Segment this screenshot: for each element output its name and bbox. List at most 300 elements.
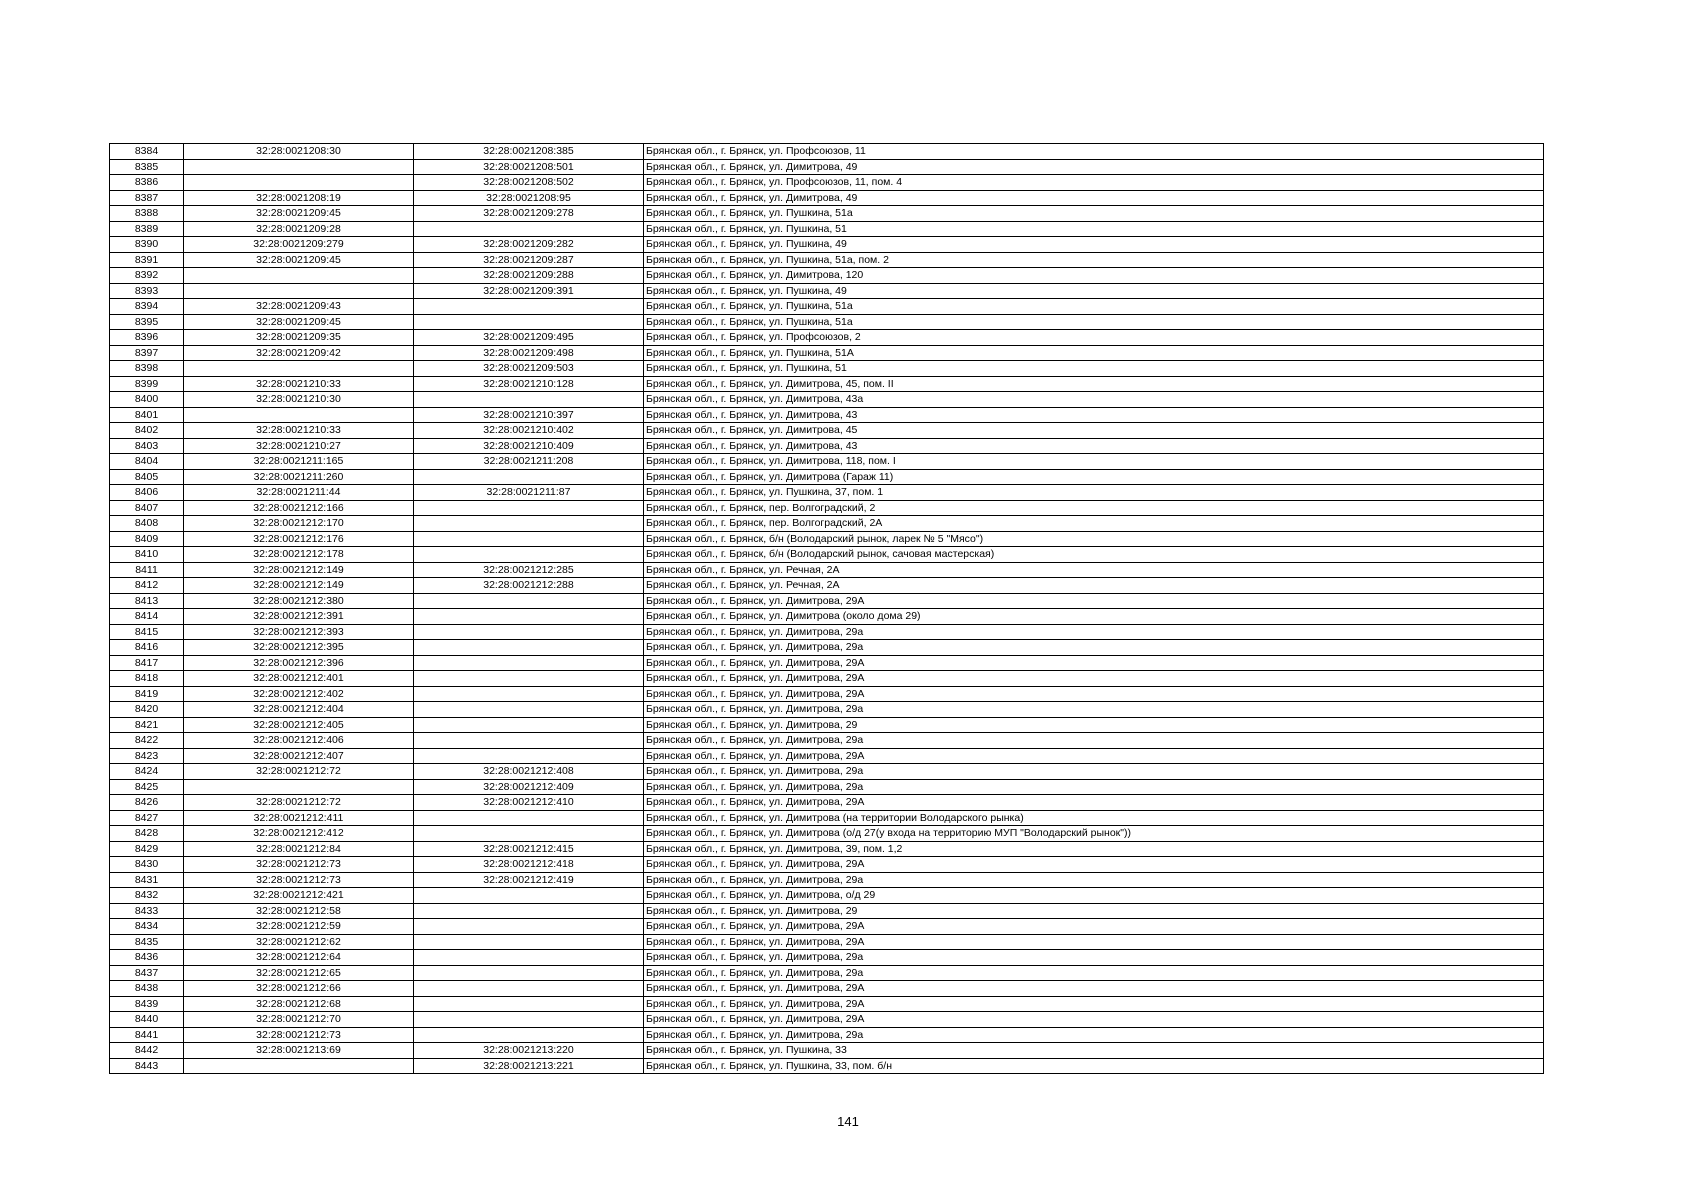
row-number-cell: 8395 (110, 314, 184, 330)
row-number-cell: 8435 (110, 934, 184, 950)
table-row (110, 330, 1544, 346)
row-number-cell: 8405 (110, 469, 184, 485)
cadastral-object-number-cell (414, 888, 644, 904)
cadastral-land-number-cell: 32:28:0021212:72 (184, 764, 414, 780)
cadastral-object-number-cell: 32:28:0021212:409 (414, 779, 644, 795)
cadastral-object-number-cell (414, 221, 644, 237)
address-cell: Брянская обл., г. Брянск, ул. Профсоюзов, 11 (644, 144, 1544, 160)
address-cell: Брянская обл., г. Брянск, ул. Димитрова, 29 (644, 717, 1544, 733)
address-cell: Брянская обл., г. Брянск, ул. Пушкина, 49 (644, 237, 1544, 253)
cadastral-object-number-cell: 32:28:0021211:208 (414, 454, 644, 470)
cadastral-land-number-cell (184, 361, 414, 377)
table-row (110, 702, 1544, 718)
cadastral-object-number-cell: 32:28:0021210:128 (414, 376, 644, 392)
cadastral-object-number-cell: 32:28:0021211:87 (414, 485, 644, 501)
address-cell: Брянская обл., г. Брянск, ул. Димитрова, 29а (644, 1027, 1544, 1043)
row-number-cell: 8439 (110, 996, 184, 1012)
address-cell: Брянская обл., г. Брянск, ул. Димитрова, 29А (644, 857, 1544, 873)
address-cell: Брянская обл., г. Брянск, ул. Пушкина, 51а, пом. 2 (644, 252, 1544, 268)
cadastral-land-number-cell: 32:28:0021209:35 (184, 330, 414, 346)
address-cell: Брянская обл., г. Брянск, пер. Волгоградский, 2 (644, 500, 1544, 516)
row-number-cell: 8401 (110, 407, 184, 423)
row-number-cell: 8420 (110, 702, 184, 718)
cadastral-object-number-cell: 32:28:0021208:501 (414, 159, 644, 175)
address-cell: Брянская обл., г. Брянск, ул. Димитрова, 29А (644, 686, 1544, 702)
address-cell: Брянская обл., г. Брянск, ул. Профсоюзов, 11, пом. 4 (644, 175, 1544, 191)
cadastral-object-number-cell (414, 531, 644, 547)
table-row (110, 345, 1544, 361)
address-cell: Брянская обл., г. Брянск, ул. Димитрова, 29А (644, 795, 1544, 811)
row-number-cell: 8397 (110, 345, 184, 361)
cadastral-land-number-cell: 32:28:0021212:62 (184, 934, 414, 950)
cadastral-land-number-cell: 32:28:0021212:149 (184, 562, 414, 578)
row-number-cell: 8415 (110, 624, 184, 640)
row-number-cell: 8411 (110, 562, 184, 578)
row-number-cell: 8434 (110, 919, 184, 935)
row-number-cell: 8384 (110, 144, 184, 160)
row-number-cell: 8389 (110, 221, 184, 237)
row-number-cell: 8393 (110, 283, 184, 299)
cadastral-land-number-cell: 32:28:0021212:70 (184, 1012, 414, 1028)
table-row (110, 516, 1544, 532)
row-number-cell: 8432 (110, 888, 184, 904)
table-row (110, 159, 1544, 175)
row-number-cell: 8385 (110, 159, 184, 175)
cadastral-land-number-cell: 32:28:0021212:402 (184, 686, 414, 702)
table-row (110, 981, 1544, 997)
cadastral-land-number-cell: 32:28:0021212:393 (184, 624, 414, 640)
table-row (110, 1027, 1544, 1043)
table-row (110, 407, 1544, 423)
cadastral-land-number-cell: 32:28:0021212:178 (184, 547, 414, 563)
address-cell: Брянская обл., г. Брянск, ул. Димитрова, 49 (644, 159, 1544, 175)
table-row (110, 144, 1544, 160)
row-number-cell: 8413 (110, 593, 184, 609)
table-row (110, 686, 1544, 702)
cadastral-object-number-cell: 32:28:0021209:287 (414, 252, 644, 268)
table-row (110, 810, 1544, 826)
row-number-cell: 8421 (110, 717, 184, 733)
cadastral-land-number-cell: 32:28:0021212:73 (184, 872, 414, 888)
row-number-cell: 8426 (110, 795, 184, 811)
address-cell: Брянская обл., г. Брянск, ул. Димитрова, 29А (644, 981, 1544, 997)
table-row (110, 469, 1544, 485)
row-number-cell: 8400 (110, 392, 184, 408)
cadastral-land-number-cell: 32:28:0021209:45 (184, 314, 414, 330)
cadastral-land-number-cell: 32:28:0021212:149 (184, 578, 414, 594)
table-row (110, 934, 1544, 950)
address-cell: Брянская обл., г. Брянск, ул. Димитрова, 29А (644, 996, 1544, 1012)
row-number-cell: 8392 (110, 268, 184, 284)
cadastral-land-number-cell: 32:28:0021212:65 (184, 965, 414, 981)
cadastral-land-number-cell: 32:28:0021211:165 (184, 454, 414, 470)
table-row (110, 826, 1544, 842)
cadastral-land-number-cell: 32:28:0021212:64 (184, 950, 414, 966)
cadastral-land-number-cell: 32:28:0021212:176 (184, 531, 414, 547)
address-cell: Брянская обл., г. Брянск, ул. Димитрова, 29а (644, 965, 1544, 981)
cadastral-object-number-cell (414, 516, 644, 532)
cadastral-object-number-cell: 32:28:0021208:95 (414, 190, 644, 206)
row-number-cell: 8390 (110, 237, 184, 253)
row-number-cell: 8429 (110, 841, 184, 857)
table-row (110, 578, 1544, 594)
page-number: 141 (837, 1114, 859, 1129)
row-number-cell: 8394 (110, 299, 184, 315)
row-number-cell: 8388 (110, 206, 184, 222)
cadastral-land-number-cell (184, 779, 414, 795)
table-row (110, 996, 1544, 1012)
table-row (110, 562, 1544, 578)
address-cell: Брянская обл., г. Брянск, ул. Димитрова, 45, пом. II (644, 376, 1544, 392)
row-number-cell: 8403 (110, 438, 184, 454)
cadastral-object-number-cell: 32:28:0021210:397 (414, 407, 644, 423)
row-number-cell: 8442 (110, 1043, 184, 1059)
row-number-cell: 8425 (110, 779, 184, 795)
address-cell: Брянская обл., г. Брянск, ул. Димитрова, 120 (644, 268, 1544, 284)
table-row (110, 609, 1544, 625)
cadastral-land-number-cell: 32:28:0021211:260 (184, 469, 414, 485)
table-row (110, 361, 1544, 377)
cadastral-land-number-cell: 32:28:0021212:404 (184, 702, 414, 718)
table-row (110, 252, 1544, 268)
cadastral-object-number-cell: 32:28:0021212:419 (414, 872, 644, 888)
table-row (110, 903, 1544, 919)
address-cell: Брянская обл., г. Брянск, пер. Волгоградский, 2А (644, 516, 1544, 532)
table-row (110, 624, 1544, 640)
table-row (110, 965, 1544, 981)
address-cell: Брянская обл., г. Брянск, ул. Димитрова, 29а (644, 872, 1544, 888)
row-number-cell: 8410 (110, 547, 184, 563)
address-cell: Брянская обл., г. Брянск, ул. Димитрова, 29а (644, 640, 1544, 656)
row-number-cell: 8408 (110, 516, 184, 532)
cadastral-land-number-cell: 32:28:0021213:69 (184, 1043, 414, 1059)
row-number-cell: 8399 (110, 376, 184, 392)
cadastral-object-number-cell: 32:28:0021213:221 (414, 1058, 644, 1074)
cadastral-land-number-cell: 32:28:0021212:412 (184, 826, 414, 842)
table-row (110, 733, 1544, 749)
table-row (110, 872, 1544, 888)
row-number-cell: 8412 (110, 578, 184, 594)
cadastral-object-number-cell: 32:28:0021212:418 (414, 857, 644, 873)
cadastral-land-number-cell: 32:28:0021212:395 (184, 640, 414, 656)
row-number-cell: 8409 (110, 531, 184, 547)
cadastral-land-number-cell: 32:28:0021210:30 (184, 392, 414, 408)
cadastral-object-number-cell: 32:28:0021212:408 (414, 764, 644, 780)
registry-table-body (110, 144, 1544, 1074)
cadastral-object-number-cell: 32:28:0021210:409 (414, 438, 644, 454)
address-cell: Брянская обл., г. Брянск, б/н (Володарский рынок, ларек № 5 "Мясо") (644, 531, 1544, 547)
table-row (110, 857, 1544, 873)
address-cell: Брянская обл., г. Брянск, ул. Димитрова (Гараж 11) (644, 469, 1544, 485)
cadastral-object-number-cell (414, 314, 644, 330)
cadastral-land-number-cell: 32:28:0021212:58 (184, 903, 414, 919)
address-cell: Брянская обл., г. Брянск, ул. Пушкина, 51 (644, 361, 1544, 377)
cadastral-object-number-cell (414, 640, 644, 656)
row-number-cell: 8427 (110, 810, 184, 826)
cadastral-land-number-cell: 32:28:0021209:279 (184, 237, 414, 253)
address-cell: Брянская обл., г. Брянск, ул. Димитрова, 118, пом. I (644, 454, 1544, 470)
cadastral-land-number-cell: 32:28:0021212:66 (184, 981, 414, 997)
table-row (110, 376, 1544, 392)
table-row (110, 500, 1544, 516)
cadastral-land-number-cell: 32:28:0021212:72 (184, 795, 414, 811)
row-number-cell: 8416 (110, 640, 184, 656)
cadastral-land-number-cell: 32:28:0021212:380 (184, 593, 414, 609)
cadastral-object-number-cell: 32:28:0021209:495 (414, 330, 644, 346)
cadastral-object-number-cell (414, 624, 644, 640)
cadastral-object-number-cell (414, 919, 644, 935)
cadastral-land-number-cell: 32:28:0021212:407 (184, 748, 414, 764)
address-cell: Брянская обл., г. Брянск, ул. Пушкина, 51а (644, 206, 1544, 222)
row-number-cell: 8437 (110, 965, 184, 981)
table-row (110, 764, 1544, 780)
cadastral-land-number-cell: 32:28:0021212:73 (184, 857, 414, 873)
address-cell: Брянская обл., г. Брянск, ул. Димитрова, 29А (644, 671, 1544, 687)
cadastral-land-number-cell (184, 175, 414, 191)
address-cell: Брянская обл., г. Брянск, б/н (Володарский рынок, сачовая мастерская) (644, 547, 1544, 563)
cadastral-object-number-cell (414, 609, 644, 625)
address-cell: Брянская обл., г. Брянск, ул. Пушкина, 33, пом. б/н (644, 1058, 1544, 1074)
cadastral-land-number-cell: 32:28:0021209:42 (184, 345, 414, 361)
cadastral-land-number-cell: 32:28:0021210:33 (184, 423, 414, 439)
cadastral-object-number-cell (414, 655, 644, 671)
cadastral-land-number-cell: 32:28:0021208:19 (184, 190, 414, 206)
cadastral-land-number-cell: 32:28:0021212:170 (184, 516, 414, 532)
row-number-cell: 8433 (110, 903, 184, 919)
cadastral-object-number-cell (414, 500, 644, 516)
cadastral-object-number-cell: 32:28:0021209:278 (414, 206, 644, 222)
table-row (110, 221, 1544, 237)
address-cell: Брянская обл., г. Брянск, ул. Димитрова, 29а (644, 779, 1544, 795)
cadastral-land-number-cell: 32:28:0021212:84 (184, 841, 414, 857)
cadastral-land-number-cell: 32:28:0021212:391 (184, 609, 414, 625)
row-number-cell: 8431 (110, 872, 184, 888)
table-row (110, 1058, 1544, 1074)
row-number-cell: 8391 (110, 252, 184, 268)
cadastral-land-number-cell (184, 407, 414, 423)
row-number-cell: 8414 (110, 609, 184, 625)
row-number-cell: 8441 (110, 1027, 184, 1043)
cadastral-object-number-cell: 32:28:0021210:402 (414, 423, 644, 439)
address-cell: Брянская обл., г. Брянск, ул. Речная, 2А (644, 578, 1544, 594)
row-number-cell: 8438 (110, 981, 184, 997)
table-row (110, 888, 1544, 904)
row-number-cell: 8404 (110, 454, 184, 470)
address-cell: Брянская обл., г. Брянск, ул. Димитрова, 29а (644, 702, 1544, 718)
cadastral-land-number-cell: 32:28:0021210:33 (184, 376, 414, 392)
row-number-cell: 8402 (110, 423, 184, 439)
cadastral-object-number-cell (414, 934, 644, 950)
row-number-cell: 8443 (110, 1058, 184, 1074)
row-number-cell: 8417 (110, 655, 184, 671)
row-number-cell: 8440 (110, 1012, 184, 1028)
cadastral-object-number-cell: 32:28:0021212:415 (414, 841, 644, 857)
row-number-cell: 8396 (110, 330, 184, 346)
cadastral-object-number-cell (414, 733, 644, 749)
cadastral-object-number-cell: 32:28:0021209:391 (414, 283, 644, 299)
cadastral-object-number-cell (414, 1012, 644, 1028)
registry-table (109, 143, 1544, 1074)
cadastral-land-number-cell: 32:28:0021212:73 (184, 1027, 414, 1043)
table-row (110, 454, 1544, 470)
cadastral-land-number-cell: 32:28:0021212:396 (184, 655, 414, 671)
address-cell: Брянская обл., г. Брянск, ул. Пушкина, 51а (644, 314, 1544, 330)
table-row (110, 779, 1544, 795)
address-cell: Брянская обл., г. Брянск, ул. Пушкина, 51 (644, 221, 1544, 237)
cadastral-object-number-cell: 32:28:0021213:220 (414, 1043, 644, 1059)
table-row (110, 531, 1544, 547)
table-row (110, 237, 1544, 253)
cadastral-object-number-cell (414, 748, 644, 764)
table-row (110, 438, 1544, 454)
cadastral-object-number-cell: 32:28:0021209:503 (414, 361, 644, 377)
address-cell: Брянская обл., г. Брянск, ул. Димитрова, 29А (644, 593, 1544, 609)
cadastral-land-number-cell: 32:28:0021212:421 (184, 888, 414, 904)
row-number-cell: 8422 (110, 733, 184, 749)
table-row (110, 175, 1544, 191)
cadastral-land-number-cell: 32:28:0021212:405 (184, 717, 414, 733)
address-cell: Брянская обл., г. Брянск, ул. Димитрова, 29 (644, 903, 1544, 919)
cadastral-land-number-cell (184, 268, 414, 284)
cadastral-object-number-cell (414, 671, 644, 687)
cadastral-object-number-cell (414, 299, 644, 315)
cadastral-object-number-cell: 32:28:0021208:502 (414, 175, 644, 191)
address-cell: Брянская обл., г. Брянск, ул. Профсоюзов, 2 (644, 330, 1544, 346)
row-number-cell: 8419 (110, 686, 184, 702)
table-row (110, 299, 1544, 315)
address-cell: Брянская обл., г. Брянск, ул. Димитрова, 29А (644, 919, 1544, 935)
table-row (110, 795, 1544, 811)
table-row (110, 919, 1544, 935)
table-row (110, 748, 1544, 764)
address-cell: Брянская обл., г. Брянск, ул. Димитрова (на территории Володарского рынка) (644, 810, 1544, 826)
address-cell: Брянская обл., г. Брянск, ул. Димитрова, о/д 29 (644, 888, 1544, 904)
cadastral-object-number-cell (414, 903, 644, 919)
address-cell: Брянская обл., г. Брянск, ул. Димитрова, 29а (644, 764, 1544, 780)
address-cell: Брянская обл., г. Брянск, ул. Димитрова (о/д 27(у входа на территорию МУП "Володарский рынок")) (644, 826, 1544, 842)
cadastral-land-number-cell: 32:28:0021209:28 (184, 221, 414, 237)
cadastral-land-number-cell: 32:28:0021210:27 (184, 438, 414, 454)
cadastral-land-number-cell: 32:28:0021212:68 (184, 996, 414, 1012)
table-row (110, 314, 1544, 330)
table-row (110, 190, 1544, 206)
cadastral-land-number-cell: 32:28:0021212:401 (184, 671, 414, 687)
row-number-cell: 8406 (110, 485, 184, 501)
cadastral-object-number-cell (414, 826, 644, 842)
table-row (110, 206, 1544, 222)
cadastral-object-number-cell: 32:28:0021212:285 (414, 562, 644, 578)
table-row (110, 423, 1544, 439)
cadastral-land-number-cell (184, 1058, 414, 1074)
cadastral-object-number-cell: 32:28:0021209:282 (414, 237, 644, 253)
address-cell: Брянская обл., г. Брянск, ул. Димитрова, 39, пом. 1,2 (644, 841, 1544, 857)
address-cell: Брянская обл., г. Брянск, ул. Димитрова, 29А (644, 748, 1544, 764)
row-number-cell: 8436 (110, 950, 184, 966)
table-row (110, 283, 1544, 299)
cadastral-land-number-cell (184, 283, 414, 299)
address-cell: Брянская обл., г. Брянск, ул. Пушкина, 51А (644, 345, 1544, 361)
table-row (110, 671, 1544, 687)
row-number-cell: 8424 (110, 764, 184, 780)
cadastral-land-number-cell: 32:28:0021212:59 (184, 919, 414, 935)
cadastral-object-number-cell (414, 593, 644, 609)
cadastral-object-number-cell (414, 469, 644, 485)
table-row (110, 1043, 1544, 1059)
cadastral-object-number-cell (414, 547, 644, 563)
cadastral-object-number-cell (414, 996, 644, 1012)
cadastral-object-number-cell: 32:28:0021212:410 (414, 795, 644, 811)
address-cell: Брянская обл., г. Брянск, ул. Димитрова, 43 (644, 438, 1544, 454)
row-number-cell: 8407 (110, 500, 184, 516)
cadastral-object-number-cell: 32:28:0021212:288 (414, 578, 644, 594)
cadastral-object-number-cell (414, 965, 644, 981)
cadastral-land-number-cell: 32:28:0021212:411 (184, 810, 414, 826)
address-cell: Брянская обл., г. Брянск, ул. Димитрова, 29А (644, 934, 1544, 950)
table-row (110, 547, 1544, 563)
address-cell: Брянская обл., г. Брянск, ул. Димитрова, 49 (644, 190, 1544, 206)
row-number-cell: 8387 (110, 190, 184, 206)
address-cell: Брянская обл., г. Брянск, ул. Димитрова, 29а (644, 624, 1544, 640)
address-cell: Брянская обл., г. Брянск, ул. Димитрова, 43 (644, 407, 1544, 423)
row-number-cell: 8430 (110, 857, 184, 873)
cadastral-object-number-cell (414, 950, 644, 966)
table-row (110, 717, 1544, 733)
table-row (110, 593, 1544, 609)
cadastral-land-number-cell: 32:28:0021212:406 (184, 733, 414, 749)
address-cell: Брянская обл., г. Брянск, ул. Димитрова, 29а (644, 950, 1544, 966)
row-number-cell: 8418 (110, 671, 184, 687)
cadastral-land-number-cell: 32:28:0021212:166 (184, 500, 414, 516)
row-number-cell: 8398 (110, 361, 184, 377)
table-row (110, 392, 1544, 408)
cadastral-object-number-cell (414, 686, 644, 702)
address-cell: Брянская обл., г. Брянск, ул. Димитрова, 45 (644, 423, 1544, 439)
table-row (110, 640, 1544, 656)
table-row (110, 485, 1544, 501)
cadastral-land-number-cell (184, 159, 414, 175)
address-cell: Брянская обл., г. Брянск, ул. Димитрова (около дома 29) (644, 609, 1544, 625)
table-row (110, 841, 1544, 857)
row-number-cell: 8386 (110, 175, 184, 191)
address-cell: Брянская обл., г. Брянск, ул. Речная, 2А (644, 562, 1544, 578)
address-cell: Брянская обл., г. Брянск, ул. Пушкина, 49 (644, 283, 1544, 299)
cadastral-land-number-cell: 32:28:0021208:30 (184, 144, 414, 160)
table-row (110, 950, 1544, 966)
address-cell: Брянская обл., г. Брянск, ул. Пушкина, 37, пом. 1 (644, 485, 1544, 501)
cadastral-object-number-cell (414, 1027, 644, 1043)
address-cell: Брянская обл., г. Брянск, ул. Пушкина, 51а (644, 299, 1544, 315)
cadastral-land-number-cell: 32:28:0021211:44 (184, 485, 414, 501)
cadastral-land-number-cell: 32:28:0021209:45 (184, 252, 414, 268)
cadastral-object-number-cell: 32:28:0021208:385 (414, 144, 644, 160)
table-row (110, 268, 1544, 284)
address-cell: Брянская обл., г. Брянск, ул. Димитрова, 29а (644, 733, 1544, 749)
cadastral-object-number-cell (414, 717, 644, 733)
address-cell: Брянская обл., г. Брянск, ул. Димитрова, 43а (644, 392, 1544, 408)
cadastral-object-number-cell (414, 702, 644, 718)
cadastral-object-number-cell: 32:28:0021209:288 (414, 268, 644, 284)
address-cell: Брянская обл., г. Брянск, ул. Пушкина, 33 (644, 1043, 1544, 1059)
address-cell: Брянская обл., г. Брянск, ул. Димитрова, 29А (644, 1012, 1544, 1028)
table-row (110, 655, 1544, 671)
cadastral-land-number-cell: 32:28:0021209:43 (184, 299, 414, 315)
row-number-cell: 8423 (110, 748, 184, 764)
address-cell: Брянская обл., г. Брянск, ул. Димитрова, 29А (644, 655, 1544, 671)
cadastral-object-number-cell: 32:28:0021209:498 (414, 345, 644, 361)
cadastral-land-number-cell: 32:28:0021209:45 (184, 206, 414, 222)
table-row (110, 1012, 1544, 1028)
cadastral-object-number-cell (414, 981, 644, 997)
